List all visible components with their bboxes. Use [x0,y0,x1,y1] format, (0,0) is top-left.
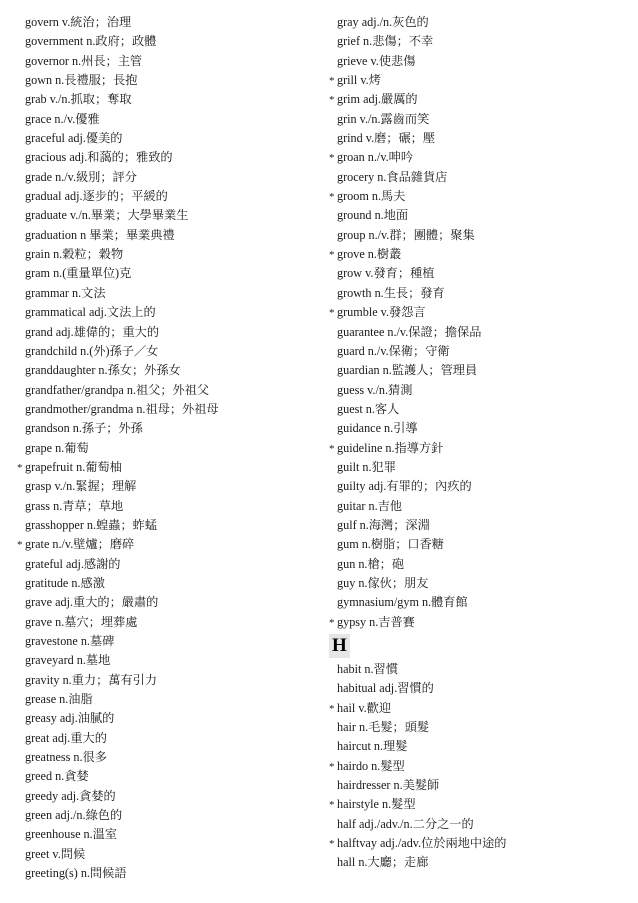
entry-marker: * [329,94,335,107]
vocab-entry [17,477,317,496]
entry-text: groom n.馬夫 [337,189,406,204]
vocab-entry [329,699,629,718]
vocab-entry [329,574,629,593]
vocab-entry [329,71,629,90]
entry-text: grave n.墓穴；埋葬處 [25,614,138,629]
entry-text: ground n.地面 [337,208,409,223]
vocab-entry [329,129,629,148]
entry-text: grave adj.重大的；嚴肅的 [25,595,159,610]
vocab-entry [329,264,629,283]
vocab-entry [17,187,317,206]
vocab-entry [17,497,317,516]
vocab-entry [329,381,629,400]
entry-text: hairstyle n.髮型 [337,797,416,812]
entry-text: guilty adj.有罪的；內疚的 [337,479,472,494]
entry-text: hairdresser n.美髮師 [337,778,440,793]
entry-text: grade n./v.級別；評分 [25,169,137,184]
entry-text: grace n./v.優雅 [25,111,100,126]
vocab-entry [329,613,629,632]
vocab-entry [17,845,317,864]
vocab-entry [329,13,629,32]
vocab-entry [17,555,317,574]
entry-text: grill v.烤 [337,73,381,88]
entry-text: gulf n.海灣；深淵 [337,517,430,532]
entry-text: gradual adj.逐步的；平緩的 [25,189,168,204]
vocab-entry [17,129,317,148]
entry-marker: * [329,838,335,851]
entry-text: grief n.悲傷；不幸 [337,34,434,49]
left-column [17,13,317,883]
entry-marker: * [329,442,335,455]
entry-text: greedy adj.貪婪的 [25,788,116,803]
entry-text: grape n.葡萄 [25,440,89,455]
vocab-entry [17,400,317,419]
vocab-entry [329,593,629,612]
vocab-entry [17,245,317,264]
entry-text: grammar n.文法 [25,285,106,300]
vocab-entry [17,806,317,825]
entry-text: growth n.生長；發育 [337,285,445,300]
entry-text: gypsy n.吉普賽 [337,614,415,629]
entry-text: gram n.(重量單位)克 [25,266,132,281]
entry-text: grasp v./n.緊握；理解 [25,479,137,494]
entry-text: green adj./n.綠色的 [25,808,123,823]
entry-text: graceful adj.優美的 [25,131,123,146]
vocab-entry [329,679,629,698]
entry-text: hail v.歡迎 [337,700,392,715]
entry-text: gracious adj.和藹的；雅致的 [25,150,173,165]
entry-text: guest n.客人 [337,401,400,416]
entry-text: government n.政府；政體 [25,34,157,49]
entry-text: grow v.發育；種植 [337,266,435,281]
entry-text: greasy adj.油膩的 [25,711,115,726]
entry-text: group n./v.群；團體；聚集 [337,227,475,242]
vocab-entry [329,439,629,458]
vocab-entry [329,245,629,264]
vocab-entry [329,400,629,419]
entry-text: hall n.大廳；走廊 [337,855,429,870]
entry-text: grandchild n.(外)孫子／女 [25,343,159,358]
entry-text: grease n.油脂 [25,692,93,707]
entry-text: grumble v.發怨言 [337,305,426,320]
entry-marker: * [329,799,335,812]
entry-text: habitual adj.習慣的 [337,681,434,696]
vocab-entry [17,323,317,342]
vocab-entry [329,303,629,322]
entry-text: guilt n.犯罪 [337,459,396,474]
entry-text: graduation n 畢業；畢業典禮 [25,227,175,242]
vocab-entry [329,187,629,206]
vocab-entry [329,148,629,167]
vocab-entry [17,825,317,844]
vocab-entry [17,439,317,458]
vocab-entry [17,206,317,225]
vocab-entry [17,342,317,361]
vocab-entry [17,613,317,632]
entry-text: greeting(s) n.問候語 [25,866,127,881]
vocab-entry [329,660,629,679]
entry-text: gum n.樹脂；口香糖 [337,537,444,552]
vocab-entry [329,226,629,245]
vocab-entry [17,671,317,690]
entry-text: grandfather/grandpa n.祖父；外祖父 [25,382,210,397]
entry-text: guard n./v.保衛；守衛 [337,343,450,358]
vocab-entry [329,458,629,477]
entry-text: gun n.槍；砲 [337,556,405,571]
vocab-entry [329,718,629,737]
vocab-entry [17,284,317,303]
vocab-entry [329,477,629,496]
entry-marker: * [17,539,23,552]
vocab-entry [17,226,317,245]
entry-text: grammatical adj.文法上的 [25,305,156,320]
entry-text: halftvay adj./adv.位於兩地中途的 [337,836,507,851]
entry-text: guarantee n./v.保證；擔保品 [337,324,482,339]
vocab-entry [17,535,317,554]
entry-marker: * [329,616,335,629]
entry-text: gymnasium/gym n.體育館 [337,595,468,610]
entry-text: greet v.問候 [25,846,86,861]
vocab-entry [329,419,629,438]
vocab-entry [329,757,629,776]
vocab-entry [17,690,317,709]
entry-text: greenhouse n.溫室 [25,827,118,842]
vocab-entry [17,148,317,167]
vocab-entry [17,593,317,612]
g-entries [329,13,629,632]
vocab-entry [17,458,317,477]
vocab-entry [17,651,317,670]
vocab-entry [329,795,629,814]
vocab-entry [329,737,629,756]
entry-text: guy n.傢伙；朋友 [337,575,429,590]
vocab-entry [17,516,317,535]
entry-text: half adj./adv./n.二分之一的 [337,816,474,831]
entry-text: greatness n.很多 [25,750,107,765]
entry-text: grieve v.使悲傷 [337,53,416,68]
vocab-entry [17,709,317,728]
entry-text: grass n.青草；草地 [25,498,124,513]
entry-text: gown n.長禮服；長抱 [25,73,138,88]
entry-text: greed n.貪婪 [25,769,89,784]
vocab-entry [329,90,629,109]
entry-text: great adj.重大的 [25,730,107,745]
entry-text: guardian n.監護人；管理員 [337,363,478,378]
vocab-entry [17,71,317,90]
entry-marker: * [17,461,23,474]
vocab-entry [17,303,317,322]
entry-text: grasshopper n.蝗蟲；蚱蜢 [25,517,158,532]
entry-marker: * [329,191,335,204]
entry-text: granddaughter n.孫女；外孫女 [25,363,181,378]
vocab-entry [17,264,317,283]
section-letter: H [329,634,350,658]
vocab-entry [17,52,317,71]
vocab-entry [17,32,317,51]
entry-marker: * [329,702,335,715]
vocab-entry [329,516,629,535]
entry-text: haircut n.理髮 [337,739,408,754]
entry-text: guideline n.指導方針 [337,440,444,455]
vocab-entry [329,284,629,303]
entry-text: graveyard n.墓地 [25,653,111,668]
vocab-entry [329,555,629,574]
entry-text: grand adj.雄偉的；重大的 [25,324,160,339]
entry-text: hairdo n.髮型 [337,758,405,773]
vocab-entry [17,748,317,767]
vocab-entry [17,13,317,32]
entry-text: grocery n.食品雜貨店 [337,169,448,184]
vocab-entry [17,632,317,651]
vocab-entry [329,776,629,795]
vocab-entry [17,787,317,806]
vocab-entry [17,361,317,380]
entry-text: graduate v./n.畢業；大學畢業生 [25,208,189,223]
entry-text: grandson n.孫子；外孫 [25,421,143,436]
vocab-entry [17,864,317,883]
vocab-entry [17,729,317,748]
vocab-entry [17,574,317,593]
entry-text: grin v./n.露齒而笑 [337,111,430,126]
entry-text: governor n.州長；主管 [25,53,143,68]
entry-marker: * [329,249,335,262]
entry-text: habit n.習慣 [337,662,398,676]
vocab-entry [329,342,629,361]
vocab-entry [329,815,629,834]
vocab-entry [329,834,629,853]
entry-marker: * [329,760,335,773]
vocab-entry [329,168,629,187]
vocab-entry [17,767,317,786]
vocab-entry [329,206,629,225]
entry-marker: * [329,152,335,165]
entry-text: hair n.毛髮；頭髮 [337,720,430,735]
vocab-entry [17,381,317,400]
vocab-entry [329,110,629,129]
vocab-entry [17,168,317,187]
entry-text: grind v.磨；碾；壓 [337,131,436,146]
entry-text: grab v./n.抓取；奪取 [25,92,132,107]
entry-text: guess v./n.猜測 [337,382,413,397]
vocab-entry [329,535,629,554]
entry-marker: * [329,307,335,320]
vocab-entry [17,90,317,109]
entry-text: grate n./v.壁爐；磨碎 [25,537,135,552]
entry-text: grim adj.嚴厲的 [337,92,418,107]
entry-text: grove n.樹叢 [337,247,402,262]
vocab-entry [17,419,317,438]
section-heading [329,632,629,660]
right-column [329,13,629,873]
entry-text: groan n./v.呻吟 [337,150,414,165]
vocab-entry [329,853,629,872]
entry-text: grapefruit n.葡萄柚 [25,459,122,474]
entry-text: grandmother/grandma n.祖母；外祖母 [25,401,219,416]
h-entries [329,660,629,873]
entry-marker: * [329,75,335,88]
vocab-entry [329,323,629,342]
vocab-entry [17,110,317,129]
vocab-entry [329,361,629,380]
entry-text: govern v.統治；治理 [25,15,132,29]
entry-text: grateful adj.感謝的 [25,556,121,571]
vocab-entry [329,497,629,516]
entry-text: gravity n.重力；萬有引力 [25,672,158,687]
entry-text: gray adj./n.灰色的 [337,15,429,29]
entry-text: gratitude n.感激 [25,575,105,590]
vocab-entry [329,52,629,71]
vocab-entry [329,32,629,51]
entry-text: guitar n.吉他 [337,498,402,513]
entry-text: gravestone n.墓碑 [25,634,115,648]
entry-text: guidance n.引導 [337,421,418,436]
entry-text: grain n.穀粒；穀物 [25,247,124,262]
